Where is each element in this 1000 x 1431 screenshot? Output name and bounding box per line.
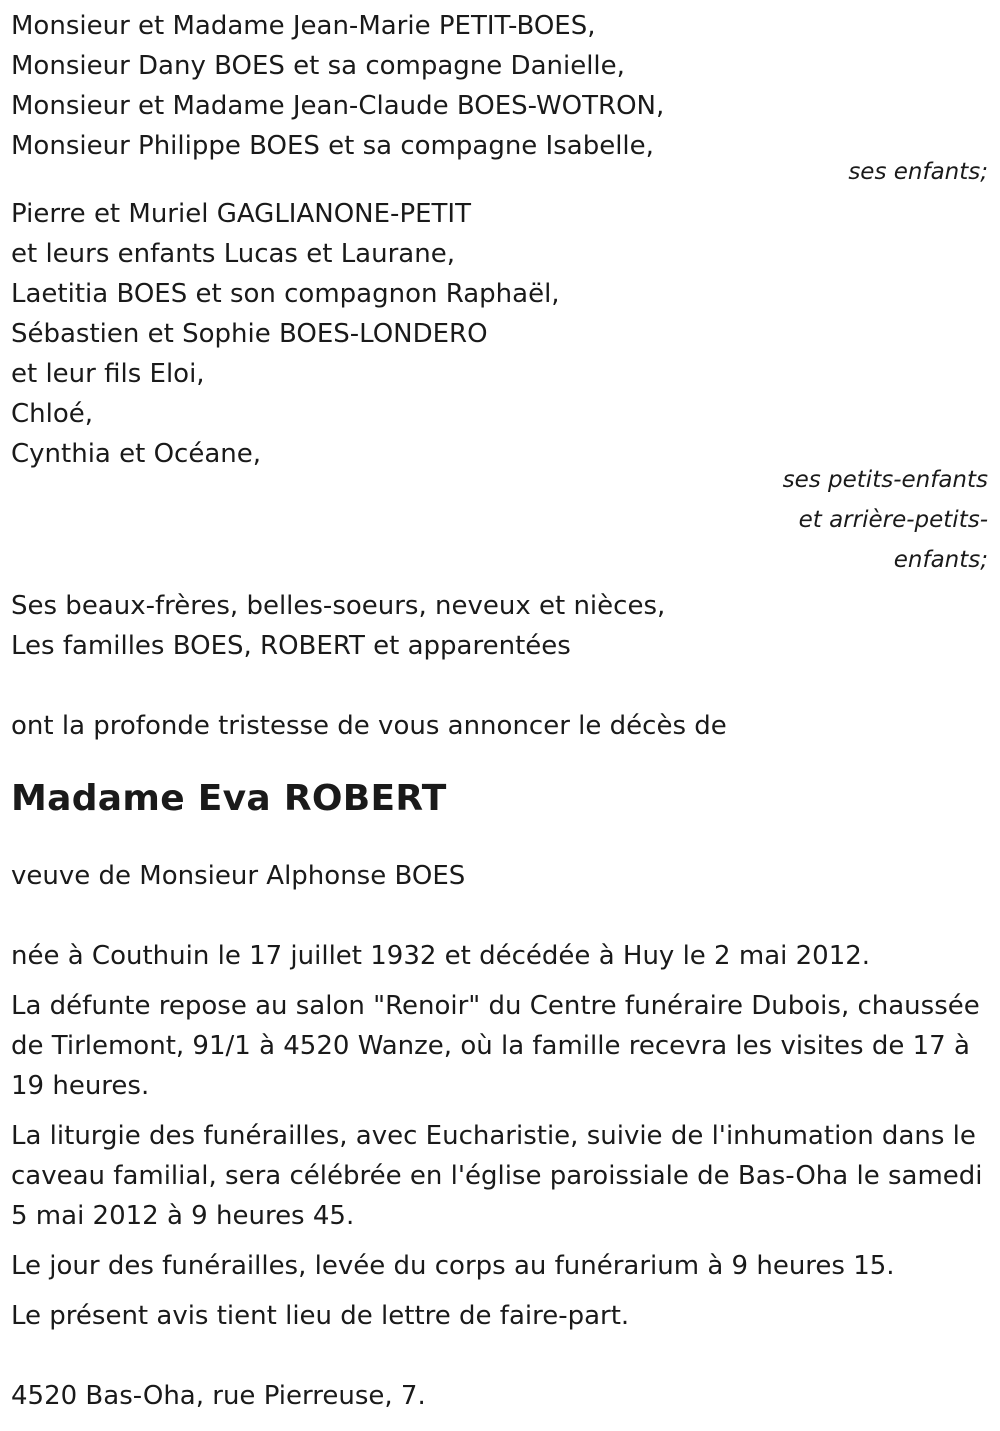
- paragraph: La défunte repose au salon "Renoir" du Centre funéraire Dubois, chaussée de Tirlemont, 91/1 à 4520 Wanze, où la famille recevra les visites de 17 à 19 heures.: [11, 991, 980, 1101]
- relatives-list: [11, 586, 990, 666]
- grandchildren-line: Laetitia BOES et son compagnon Raphaël,: [11, 279, 560, 309]
- grandchildren-signature-line: enfants;: [893, 547, 988, 573]
- birth-death-text: née à Couthuin le 17 juillet 1932 et décédée à Huy le 2 mai 2012.: [11, 941, 871, 971]
- children-list: [11, 6, 990, 166]
- children-line: Monsieur et Madame Jean-Marie PETIT-BOES,: [11, 11, 596, 41]
- relatives-line: Les familles BOES, ROBERT et apparentées: [11, 631, 571, 661]
- grandchildren-signature: [11, 460, 990, 580]
- paragraph: Le présent avis tient lieu de lettre de faire-part.: [11, 1301, 630, 1331]
- widow-of-text: veuve de Monsieur Alphonse BOES: [11, 861, 466, 891]
- paragraph: Le jour des funérailles, levée du corps au funérarium à 9 heures 15.: [11, 1251, 895, 1281]
- grandchildren-signature-line: ses petits-enfants: [782, 467, 988, 493]
- grandchildren-line: Cynthia et Océane,: [11, 439, 261, 469]
- paragraph: La liturgie des funérailles, avec Eucharistie, suivie de l'inhumation dans le caveau familial, sera célébrée en l'église paroissiale de Bas-Oha le samedi 5 mai 2012 à 9 heures 45.: [11, 1121, 983, 1231]
- grandchildren-line: Chloé,: [11, 399, 94, 429]
- children-line: Monsieur et Madame Jean-Claude BOES-WOTRON,: [11, 91, 665, 121]
- grandchildren-line: et leurs enfants Lucas et Laurane,: [11, 239, 455, 269]
- children-line: Monsieur Dany BOES et sa compagne Danielle,: [11, 51, 625, 81]
- children-line: Monsieur Philippe BOES et sa compagne Isabelle,: [11, 131, 654, 161]
- grandchildren-line: et leur fils Eloi,: [11, 359, 205, 389]
- children-signature: ses enfants;: [848, 159, 988, 185]
- grandchildren-line: Pierre et Muriel GAGLIANONE-PETIT: [11, 199, 471, 229]
- address-text: 4520 Bas-Oha, rue Pierreuse, 7.: [11, 1381, 426, 1411]
- relatives-line: Ses beaux-frères, belles-soeurs, neveux et nièces,: [11, 591, 666, 621]
- grandchildren-signature-line: et arrière-petits-: [798, 507, 988, 533]
- grandchildren-line: Sébastien et Sophie BOES-LONDERO: [11, 319, 488, 349]
- announcement-text: ont la profonde tristesse de vous annoncer le décès de: [11, 711, 727, 741]
- deceased-name: Madame Eva ROBERT: [11, 778, 447, 819]
- grandchildren-list: [11, 194, 990, 474]
